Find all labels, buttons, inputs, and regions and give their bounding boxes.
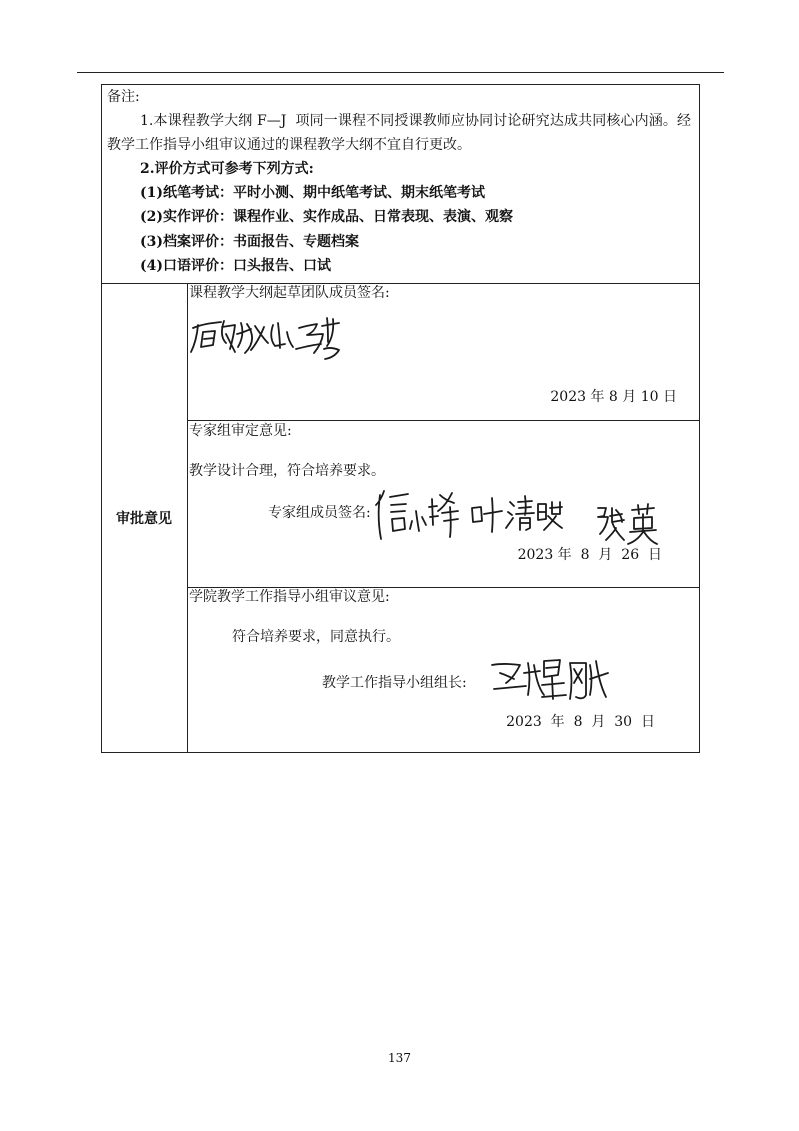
approval-label: 审批意见 (116, 510, 172, 527)
college-opinion-label: 学院教学工作指导小组审议意见: (189, 589, 390, 605)
college-signature-label: 教学工作指导小组组长: (322, 675, 467, 691)
notes-heading: 备注: (107, 89, 140, 105)
college-opinion-text: 符合培养要求，同意执行。 (232, 629, 400, 645)
expert-signature-label: 专家组成员签名: (268, 505, 371, 521)
group-leader-signature (486, 655, 611, 705)
drafting-signature-label: 课程教学大纲起草团队成员签名: (189, 285, 390, 301)
notes-item-2-title: 2.评价方式可参考下列方式: (140, 161, 314, 178)
header-rule (77, 72, 724, 73)
drafting-date: 2023 年 8 月 10 日 (550, 389, 677, 405)
evaluation-method: (2)实作评价：课程作业、实作成品、日常表现、表演、观察 (140, 209, 513, 226)
notes-cell (107, 85, 691, 278)
evaluation-method: (3)档案评价：书面报告、专题档案 (140, 233, 359, 250)
approval-label-cell (101, 283, 187, 752)
evaluation-method: (4)口语评价：口头报告、口试 (140, 257, 331, 274)
college-date: 2023 年 8 月 30 日 (506, 714, 655, 730)
notes-item-1: 1.本课程教学大纲 F—J 项同一课程不同授课教师应协同讨论研究达成共同核心内涵。经教学工作指导小组审议通过的课程教学大纲不宜自行更改。 (107, 113, 691, 154)
expert-date: 2023 年 8 月 26 日 (517, 547, 662, 563)
expert-signature-3 (592, 500, 660, 545)
expert-signature-2 (466, 490, 564, 535)
evaluation-method: (1)纸笔考试：平时小测、期中纸笔考试、期末纸笔考试 (140, 185, 485, 202)
expert-signature-1 (372, 485, 464, 543)
page-number: 137 (388, 1051, 411, 1065)
expert-opinion-text: 教学设计合理，符合培养要求。 (189, 463, 385, 479)
drafting-team-signature (188, 312, 343, 364)
expert-opinion-label: 专家组审定意见: (189, 423, 292, 439)
